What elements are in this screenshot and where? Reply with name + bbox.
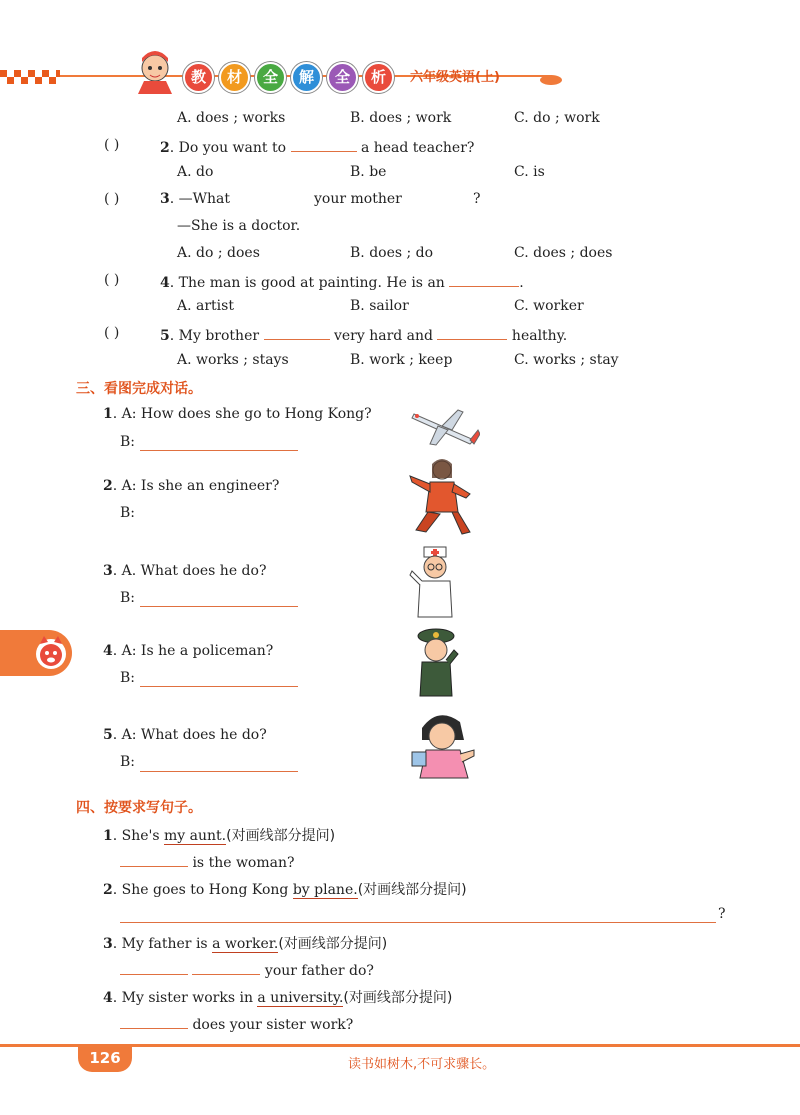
q3-option-c: C. does ; does <box>514 245 613 261</box>
p4-q1-instruction: (对画线部分提问) <box>226 828 336 844</box>
q4-blank[interactable] <box>449 272 519 287</box>
p4-q2-underlined: by plane. <box>292 882 358 898</box>
q4-stem: 4. The man is good at painting. He is an . <box>160 272 524 291</box>
p4-q2-answer-line[interactable] <box>120 922 716 923</box>
nurse-icon <box>408 706 480 790</box>
header-title-char: 材 <box>219 62 250 93</box>
p4-q1: 1. She's my aunt.(对画线部分提问) <box>103 828 336 844</box>
p3-q2-question: 2. A: Is she an engineer? <box>103 478 280 494</box>
q4-option-b: B. sailor <box>350 298 409 314</box>
p4-q4-blank[interactable] <box>120 1014 188 1029</box>
p3-q1-answer-line[interactable] <box>140 450 298 451</box>
q3-paren: ( ) <box>104 191 120 207</box>
header-title-char: 全 <box>255 62 286 93</box>
p4-q2-instruction: (对画线部分提问) <box>357 882 467 898</box>
dancer-icon <box>406 456 476 540</box>
q3-stem: 3. —What <box>160 191 231 207</box>
q2-option-a: A. do <box>177 164 214 180</box>
p3-q5-answer-label: B: <box>120 754 136 770</box>
p4-q4-instruction: (对画线部分提问) <box>343 990 453 1006</box>
p4-q3-line2: your father do? <box>264 963 374 979</box>
q5-stem: 5. My brother very hard and healthy. <box>160 325 567 344</box>
p3-q4-answer-line[interactable] <box>140 686 298 687</box>
p3-q3-answer-label: B: <box>120 590 136 606</box>
q3-option-b: B. does ; do <box>350 245 434 261</box>
q5-blank-2[interactable] <box>437 325 507 340</box>
q2-number: 2 <box>160 140 170 156</box>
p4-q1-line2: is the woman? <box>192 855 295 871</box>
q2-blank[interactable] <box>291 137 357 152</box>
q4-option-c: C. worker <box>514 298 584 314</box>
p4-q2-qmark: ? <box>718 906 726 922</box>
q3-reply: —She is a doctor. <box>177 218 301 234</box>
p4-q3-underlined: a worker. <box>212 936 279 952</box>
q4-paren: ( ) <box>104 272 120 288</box>
q5-paren: ( ) <box>104 325 120 341</box>
p3-q1-answer-label: B: <box>120 434 136 450</box>
page-number: 126 <box>89 1049 121 1067</box>
p3-q3-answer-line[interactable] <box>140 606 298 607</box>
q5-option-c: C. works ; stay <box>514 352 619 368</box>
header-title-char: 解 <box>291 62 322 93</box>
p3-q4-answer-label: B: <box>120 670 136 686</box>
part4-title: 四、按要求写句子。 <box>76 800 202 816</box>
q5-option-a: A. works ; stays <box>177 352 289 368</box>
header-title-char: 教 <box>183 62 214 93</box>
policeman-icon <box>410 626 462 700</box>
mascot-fox-icon <box>32 634 70 672</box>
q1-option-a: A. does ; works <box>177 110 286 126</box>
q3-mid: your mother <box>314 191 402 207</box>
mascot-girl-icon <box>128 48 182 96</box>
p3-q1-question: 1. A: How does she go to Hong Kong? <box>103 406 372 422</box>
p4-q2: 2. She goes to Hong Kong by plane.(对画线部分提问) <box>103 882 467 898</box>
q5-blank-1[interactable] <box>264 325 330 340</box>
q2-paren: ( ) <box>104 137 120 153</box>
p4-q4-underlined: a university. <box>257 990 344 1006</box>
q1-option-b: B. does ; work <box>350 110 452 126</box>
part3-title: 三、看图完成对话。 <box>76 381 202 397</box>
q5-option-b: B. work ; keep <box>350 352 453 368</box>
q4-option-a: A. artist <box>177 298 234 314</box>
q1-option-c: C. do ; work <box>514 110 600 126</box>
p4-q3-blank-1[interactable] <box>120 960 188 975</box>
doctor-icon <box>406 545 462 623</box>
p3-q2-answer-label: B: <box>120 505 136 521</box>
header-pencil-tip <box>540 75 562 85</box>
p3-q5-answer-line[interactable] <box>140 771 298 772</box>
q2-stem: 2. Do you want to a head teacher? <box>160 137 474 156</box>
p4-q4-line2: does your sister work? <box>192 1017 354 1033</box>
p4-q3: 3. My father is a worker.(对画线部分提问) <box>103 936 388 952</box>
q3-option-a: A. do ; does <box>177 245 260 261</box>
airplane-icon <box>408 400 480 450</box>
q2-option-b: B. be <box>350 164 387 180</box>
p3-q3-question: 3. A. What does he do? <box>103 563 267 579</box>
header-title-char: 全 <box>327 62 358 93</box>
header-title-char: 析 <box>363 62 394 93</box>
q3-end: ? <box>473 191 481 207</box>
p4-q3-blank-2[interactable] <box>192 960 260 975</box>
p4-q1-blank[interactable] <box>120 852 188 867</box>
p4-q3-instruction: (对画线部分提问) <box>278 936 388 952</box>
q2-option-c: C. is <box>514 164 545 180</box>
header-checker-pattern-2 <box>0 77 60 84</box>
p4-q4: 4. My sister works in a university.(对画线部分提问) <box>103 990 453 1006</box>
footer-motto: 读书如树木,不可求骤长。 <box>348 1057 496 1072</box>
p3-q5-question: 5. A: What does he do? <box>103 727 267 743</box>
p4-q1-underlined: my aunt. <box>164 828 227 844</box>
header-subtitle: 六年级英语(上) <box>410 70 500 85</box>
p3-q4-question: 4. A: Is he a policeman? <box>103 643 274 659</box>
